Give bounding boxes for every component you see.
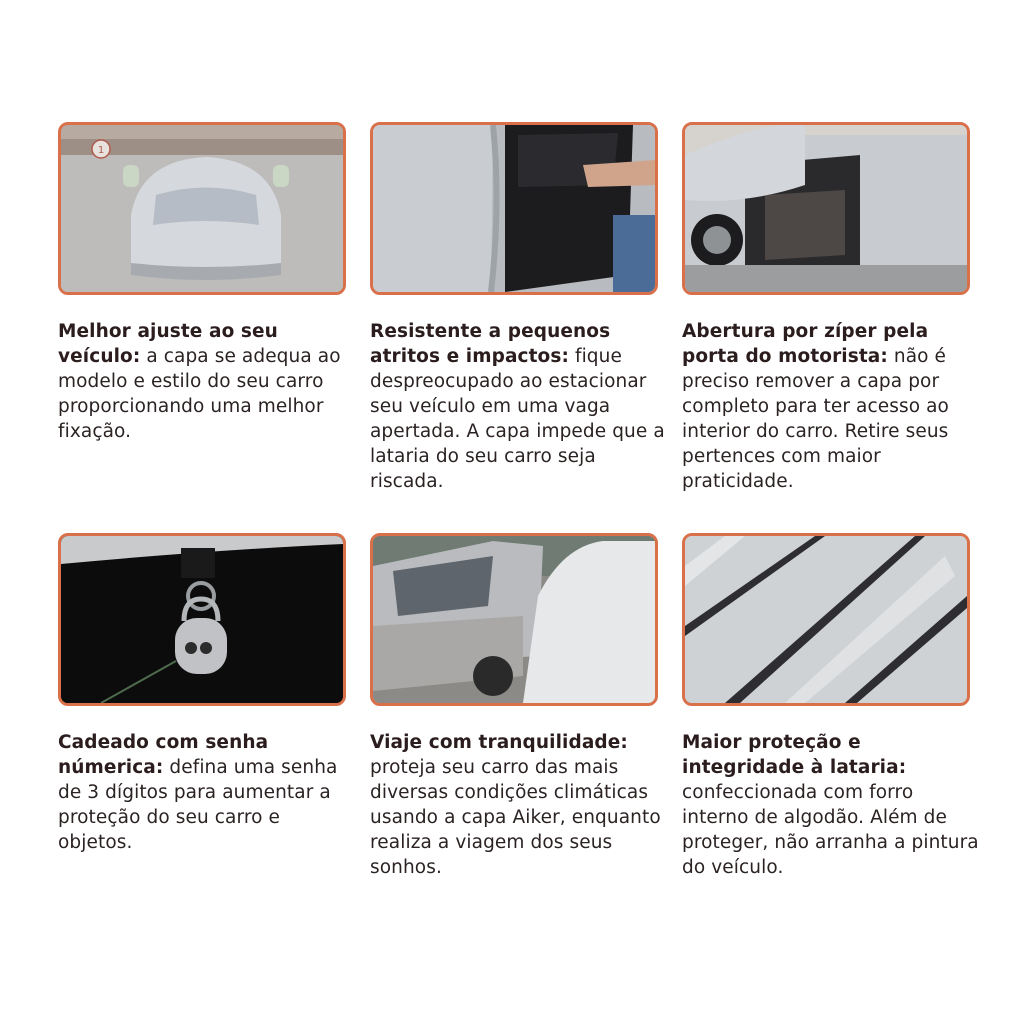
feature-title: Melhor ajuste ao seu veículo: [58,321,278,367]
feature-body: proteja seu carro das mais diversas condições climáticas usando a capa Aiker, enquanto realiza a viagem dos seus sonhos. [370,757,661,878]
feature-text [58,730,358,855]
feature-text [682,319,982,494]
car-cover-front-image [58,122,346,295]
fabric-closeup-image [682,533,970,706]
feature-card-impact [370,122,665,494]
feature-title: Maior proteção e integridade à lataria: [682,732,907,778]
car-door-open-image [370,122,658,295]
feature-body: defina uma senha de 3 dígitos para aumentar a proteção do seu carro e objetos. [58,757,338,853]
feature-title: Resistente a pequenos atritos e impactos: [370,321,611,367]
feature-card-fit [58,122,346,444]
feature-text [682,730,982,880]
feature-card-zipper [682,122,970,494]
feature-text [370,319,670,494]
covered-cars-image [370,533,658,706]
feature-text [370,730,670,880]
badge-number: 1 [97,145,105,156]
feature-card-travel [370,533,661,880]
feature-body: a capa se adequa ao modelo e estilo do seu carro proporcionando uma melhor fixação. [58,346,341,442]
feature-card-padlock [58,533,346,855]
feature-text [58,319,358,444]
feature-body: não é preciso remover a capa por completo para ter acesso ao interior do carro. Retire seus pertences com maior praticidade. [682,346,949,492]
feature-body: confeccionada com forro interno de algodão. Além de proteger, não arranha a pintura do veículo. [682,782,979,878]
feature-title: Abertura por zíper pela porta do motorista: [682,321,929,367]
feature-title: Viaje com tranquilidade: [370,732,628,753]
feature-card-fabric [682,533,979,880]
padlock-image [58,533,346,706]
zipper-door-image [682,122,970,295]
feature-body: fique despreocupado ao estacionar seu veículo em uma vaga apertada. A capa impede que a lataria do seu carro seja riscada. [370,346,665,492]
feature-title: Cadeado com senha númerica: [58,732,269,778]
